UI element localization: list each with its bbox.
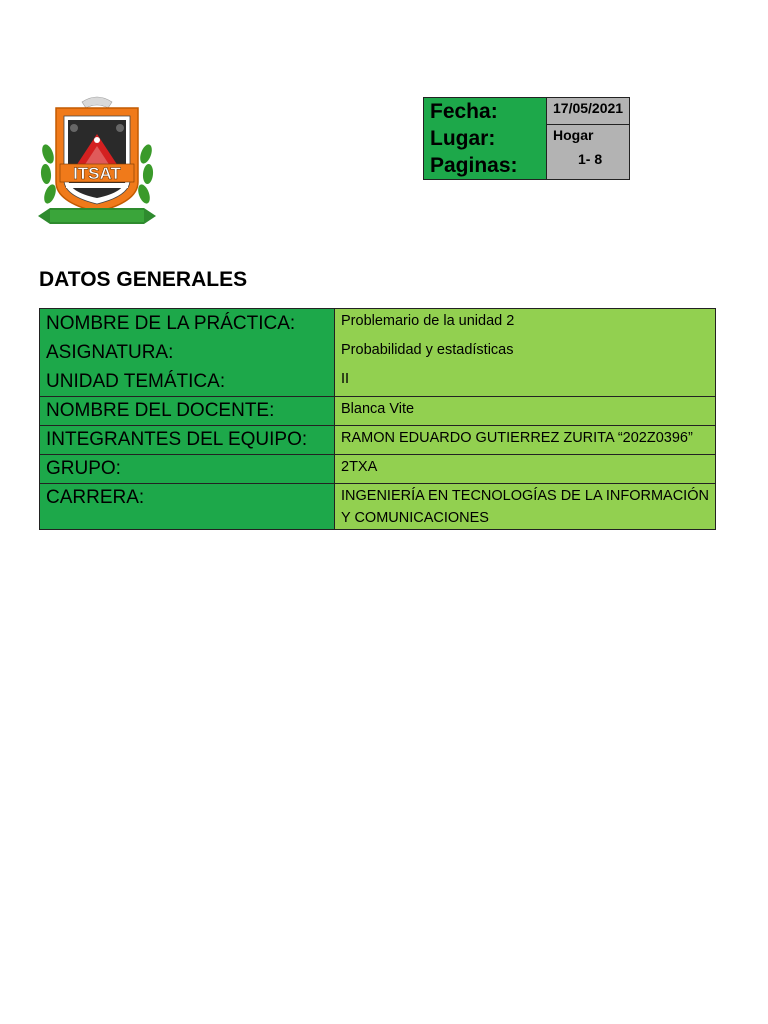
integrantes-label: INTEGRANTES DEL EQUIPO: (40, 426, 335, 455)
itsat-seal-icon (36, 94, 158, 230)
lugar-paginas-cell (547, 125, 630, 180)
grupo-label: GRUPO: (40, 455, 335, 484)
nombre-practica-value: Problemario de la unidad 2 (341, 313, 515, 329)
svg-text:ITSAT: ITSAT (73, 164, 121, 183)
unidad-label: UNIDAD TEMÁTICA: (46, 371, 226, 392)
docente-label: NOMBRE DEL DOCENTE: (40, 397, 335, 426)
paginas-value: 1- 8 (578, 151, 603, 167)
lugar-value: Hogar (553, 127, 594, 143)
lugar-label: Lugar: (430, 127, 496, 150)
carrera-line-1: INGENIERÍA EN TECNOLOGÍAS DE LA INFORMACIÓN (341, 488, 709, 504)
asignatura-label: ASIGNATURA: (46, 342, 174, 363)
carrera-line-2: Y COMUNICACIONES (341, 510, 489, 526)
first-block-values (335, 309, 716, 397)
fecha-value: 17/05/2021 (547, 98, 630, 125)
itsat-logo (36, 94, 158, 230)
fecha-label: Fecha: (430, 100, 498, 123)
paginas-label: Paginas: (430, 154, 518, 177)
header-info-table (423, 97, 630, 180)
grupo-value: 2TXA (335, 455, 716, 484)
integrantes-value: RAMON EDUARDO GUTIERREZ ZURITA “202Z0396” (335, 426, 716, 455)
section-heading: DATOS GENERALES (39, 268, 248, 291)
docente-value: Blanca Vite (335, 397, 716, 426)
nombre-practica-label: NOMBRE DE LA PRÁCTICA: (46, 313, 296, 334)
asignatura-value: Probabilidad y estadísticas (341, 342, 514, 358)
general-data-table (39, 308, 716, 530)
carrera-label: CARRERA: (40, 484, 335, 530)
unidad-value: II (341, 371, 350, 387)
info-labels-cell (424, 98, 547, 180)
first-block-labels (40, 309, 335, 397)
carrera-value (335, 484, 716, 530)
